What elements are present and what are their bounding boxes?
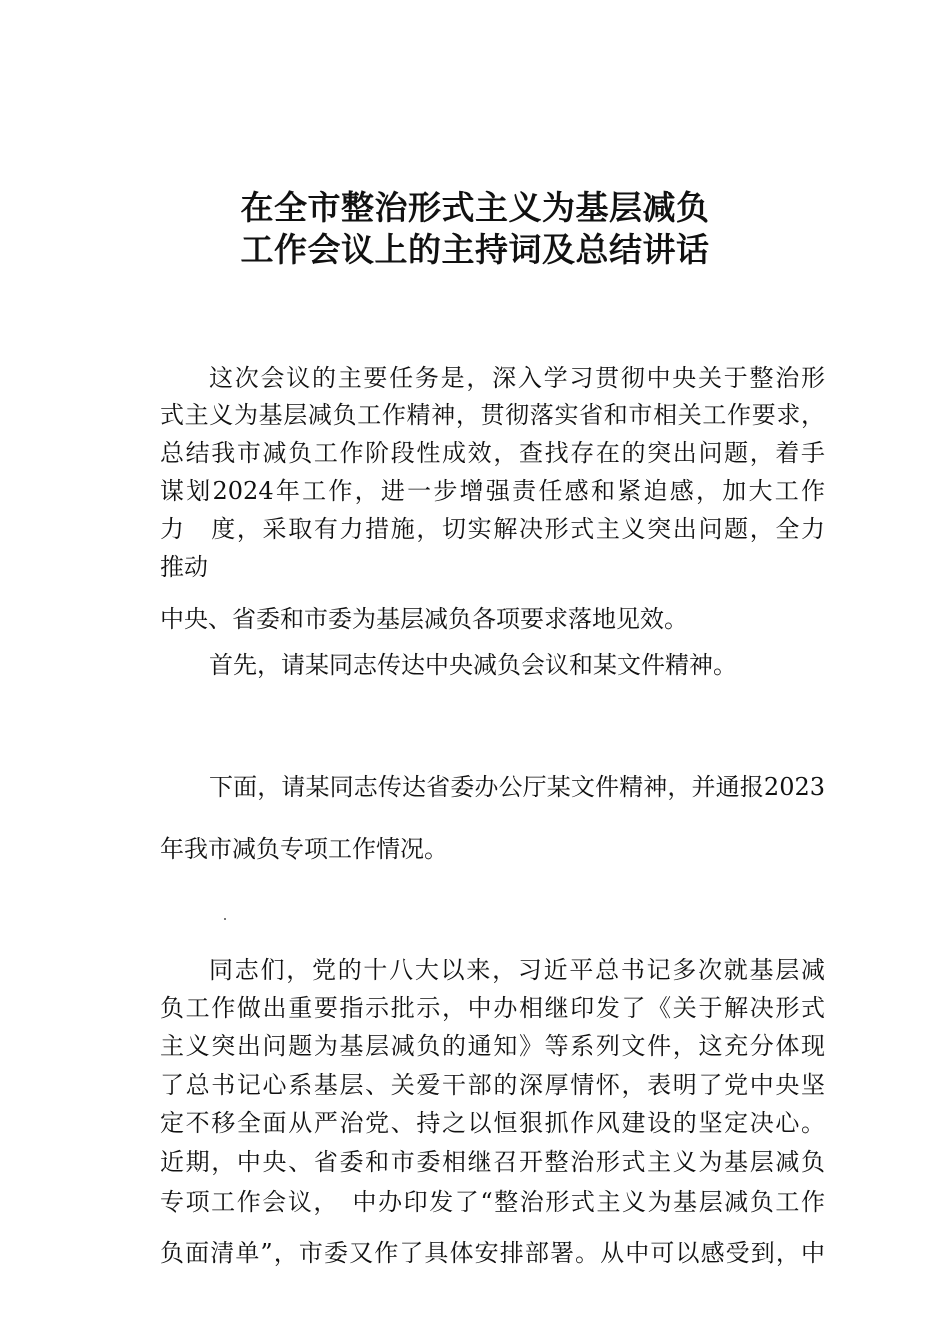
paragraph-1-line-3: 总结我市减负工作阶段性成效，查找存在的突出问题，着手: [160, 439, 825, 467]
paragraph-1-line-1: 这次会议的主要任务是，深入学习贯彻中央关于整治形: [209, 364, 825, 392]
paragraph-4-line-2: 负工作做出重要指示批示，中办相继印发了《关于解决形式: [160, 994, 825, 1022]
paragraph-1-line-7: 中央、省委和市委为基层减负各项要求落地见效。: [160, 605, 688, 633]
paragraph-4-line-5: 定不移全面从严治党、持之以恒狠抓作风建设的坚定决心。: [160, 1109, 825, 1137]
paragraph-4-line-8: 负面清单”，市委又作了具体安排部署。从中可以感受到，中: [160, 1239, 825, 1267]
paragraph-4-line-3: 主义突出问题为基层减负的通知》等系列文件，这充分体现: [160, 1032, 825, 1060]
paragraph-1-line-6: 推动: [160, 553, 208, 581]
document-title-line-1: 在全市整治形式主义为基层减负: [240, 188, 710, 227]
paragraph-3-line-2: 年我市减负专项工作情况。: [160, 835, 448, 863]
paragraph-2: 首先，请某同志传达中央减负会议和某文件精神。: [209, 651, 737, 679]
paragraph-1-line-4: 谋划2024年工作，进一步增强责任感和紧迫感，加大工作: [160, 477, 825, 505]
stray-mark: [224, 918, 226, 920]
paragraph-4-line-1: 同志们，党的十八大以来，习近平总书记多次就基层减: [209, 956, 825, 984]
paragraph-4-line-4: 了总书记心系基层、关爱干部的深厚情怀，表明了党中央坚: [160, 1071, 825, 1099]
paragraph-3-line-1: 下面，请某同志传达省委办公厅某文件精神，并通报2023: [209, 773, 825, 801]
document-title-line-2: 工作会议上的主持词及总结讲话: [240, 230, 710, 269]
paragraph-4-line-7: 专项工作会议， 中办印发了“整治形式主义为基层减负工作: [160, 1188, 825, 1216]
paragraph-1-line-5: 力 度，采取有力措施，切实解决形式主义突出问题，全力: [160, 515, 825, 543]
paragraph-1-line-2: 式主义为基层减负工作精神，贯彻落实省和市相关工作要求，: [160, 401, 825, 429]
paragraph-4-line-6: 近期，中央、省委和市委相继召开整治形式主义为基层减负: [160, 1148, 825, 1176]
